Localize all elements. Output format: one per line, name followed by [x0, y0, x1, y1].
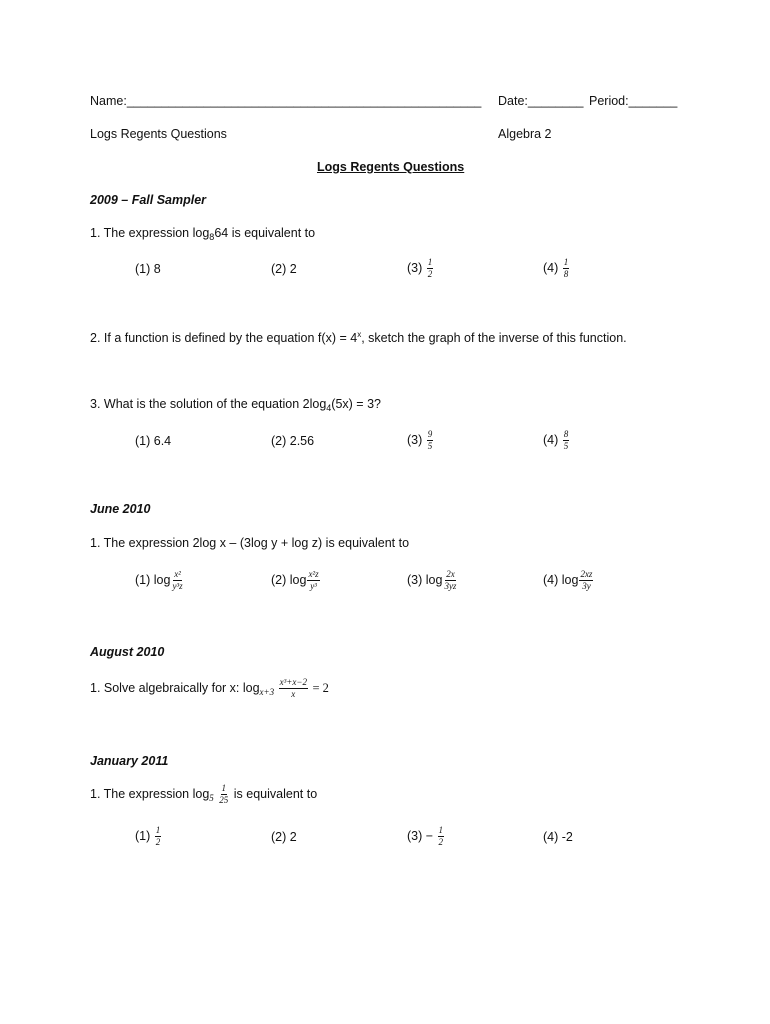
answer-choice: (3) $\frac{9}{5}$	[407, 429, 433, 451]
fraction: $\frac{2x}{3yz}$	[444, 569, 457, 591]
question-text: 2. If a function is defined by the equation $f(x) = 4^x$, sketch the graph of the inverse of this function.	[90, 330, 627, 346]
answer-choice: (3) log $\frac{2x}{3yz}$	[407, 569, 457, 591]
answer-choice: (1) 6.4	[135, 434, 172, 448]
question-text: 3. What is the solution of the equation $2\log_4(5x) = 3$?	[90, 397, 381, 413]
name-field-label: Name:___________________________________________________	[90, 94, 482, 108]
answer-choice: (1) log $\frac{\text{x²}}{\text{y³z}}$	[135, 569, 183, 591]
answer-choice: (4) $\frac{1}{8}$	[543, 257, 569, 279]
answer-choice: (1) $\frac{1}{2}$	[135, 825, 161, 847]
section-heading: August 2010	[90, 645, 165, 659]
question-text: 1. Solve algebraically for x: $\log_{x+3}$ $\frac{\text{x³+x−2}}{x}$ = 2	[90, 677, 329, 699]
answer-choice: (4) $\frac{8}{5}$	[543, 429, 569, 451]
answer-choice: (1) 8	[135, 262, 161, 276]
fraction: $\frac{1}{2}$	[438, 825, 444, 847]
section-heading: January 2011	[90, 754, 169, 768]
fraction: $\frac{\text{x²}}{\text{y³z}}$	[172, 569, 183, 591]
answer-choice: (4) log $\frac{2xz}{3y}$	[543, 569, 593, 591]
fraction: $\frac{2xz}{3y}$	[580, 569, 593, 591]
fraction: $\frac{9}{5}$	[427, 429, 433, 451]
section-heading: 2009 – Fall Sampler	[90, 193, 207, 207]
fraction: $\frac{8}{5}$	[563, 429, 569, 451]
header-subtitle-left: Logs Regents Questions	[90, 127, 227, 141]
answer-choice: (3) $\frac{1}{2}$	[407, 257, 433, 279]
fraction: $\frac{1}{2}$	[155, 825, 161, 847]
answer-choice: (2) log $\frac{\text{x²z}}{\text{y³}}$	[271, 569, 319, 591]
answer-choice: (4) -2	[543, 830, 573, 844]
header-subtitle-right: Algebra 2	[498, 127, 552, 141]
question-text: 1. The expression $\log_864$ is equivalent to	[90, 226, 316, 242]
answer-choice: (2) 2	[271, 262, 297, 276]
answer-choice: (2) 2	[271, 830, 297, 844]
period-field-label: Period:_______	[589, 94, 678, 108]
page-title: Logs Regents Questions	[317, 160, 465, 174]
answer-choice: (2) 2.56	[271, 434, 315, 448]
question-text: 1. The expression 2log x – (3log y + log z) is equivalent to	[90, 536, 410, 550]
answer-choice: (3) − $\frac{1}{2}$	[407, 825, 444, 847]
question-text: 1. The expression $\log_5$ $\frac{1}{25}$ is equivalent to	[90, 783, 318, 805]
fraction: $\frac{1}{8}$	[563, 257, 569, 279]
section-heading: June 2010	[90, 502, 151, 516]
fraction: $\frac{\text{x²z}}{\text{y³}}$	[308, 569, 319, 591]
fraction: $\frac{1}{25}$	[219, 783, 229, 805]
fraction: $\frac{1}{2}$	[427, 257, 433, 279]
fraction: $\frac{\text{x³+x−2}}{x}$	[279, 677, 307, 699]
date-field-label: Date:________	[498, 94, 584, 108]
